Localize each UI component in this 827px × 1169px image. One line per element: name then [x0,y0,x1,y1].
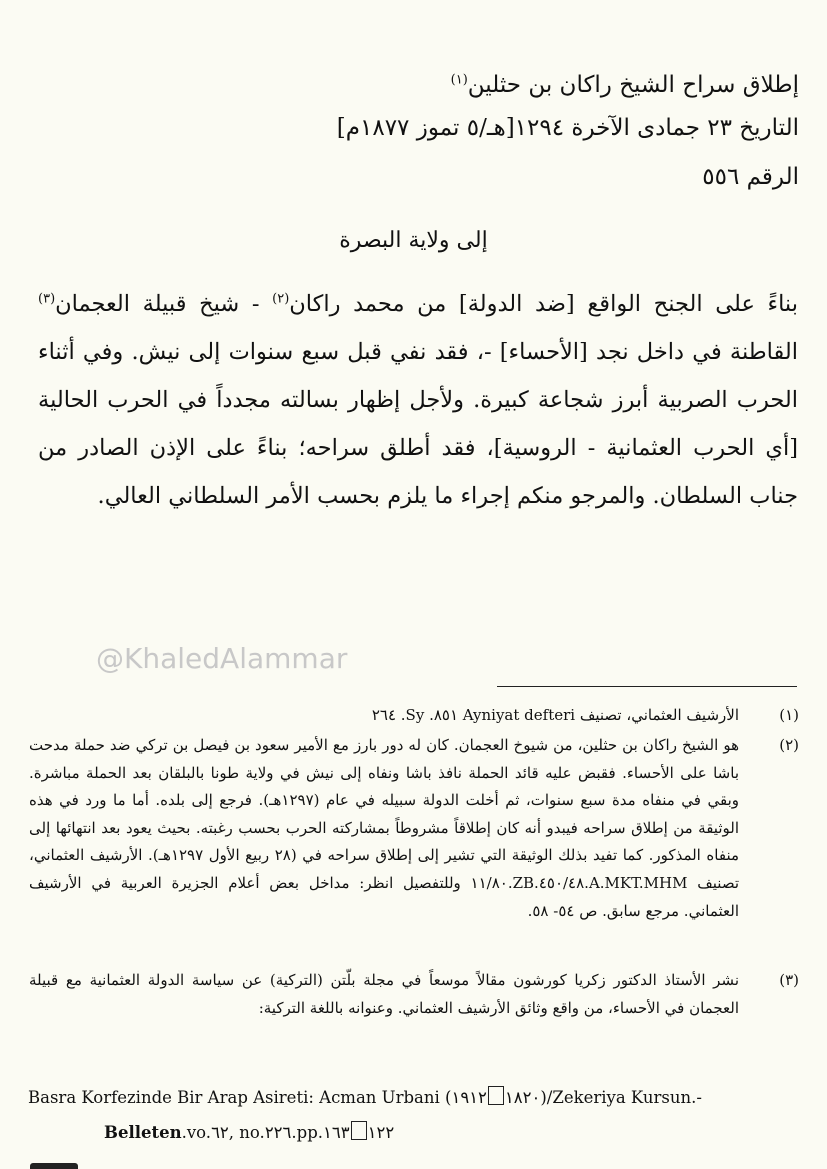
body-part-2: - شيخ قبيلة العجمان [55,291,273,317]
document-number: الرقم ٥٥٦ [702,164,799,190]
footnote-2 [29,732,799,925]
body-part-1: بناءً على الجنح الواقع [ضد الدولة] من محمد راكان [289,291,798,317]
footnote-number: (١) [779,706,799,724]
document-title [451,72,799,98]
footnote-1 [29,702,799,730]
reference-line-1 [28,1086,702,1107]
footnote-3 [29,967,799,1022]
reference-volume: .vo.٦٢, no.٢٢٦.pp.١٢٢ [181,1123,395,1142]
missing-glyph-box [351,1121,367,1140]
footnote-number: (٢) [779,736,799,754]
footnote-number: (٣) [779,971,799,989]
journal-name: Belleten [104,1123,182,1142]
footnote-ref-2[interactable]: (٢) [272,291,290,307]
footnote-text: الأرشيف العثماني، تصنيف Ayniyat defteri ٨٥١. Sy. ٢٦٤ [371,706,739,724]
footnote-ref-1[interactable]: (١) [450,72,468,88]
addressee: إلى ولاية البصرة [339,228,488,253]
footnote-ref-3[interactable]: (٣) [38,291,56,307]
body-part-3: القاطنة في داخل نجد [الأحساء] -، فقد نفي قبل سبع سنوات إلى نيش. وفي أثناء الحرب الصربية أبرز شجاعة كبيرة. ولأجل إظهار بسالته مجدداً في الحرب الحالية [أي الحرب العثمانية - الروسية]، فقد أطلق سراحه؛ بناءً على الإذن الصادر من جناب السلطان. والمرجو منكم إجراء ما يلزم بحسب الأمر السلطاني العالي. [38,339,798,509]
title-text: إطلاق سراح الشيخ راكان بن حثلين [467,72,799,98]
reference-text-b: ١٩١٢)/Zekeriya Kursun.- [451,1088,702,1107]
reference-text-a: Basra Korfezinde Bir Arap Asireti: Acman Urbani (١٨٢٠ [28,1088,541,1107]
footnote-text: هو الشيخ راكان بن حثلين، من شيوخ العجمان. كان له دور بارز مع الأمير سعود بن فيصل بن تركي ضد حملة مدحت باشا على الأحساء. فقبض عليه قائد الحملة نافذ باشا ونفاه إلى نيش في ولاية طونا بالبلقان بعد الحملة مباشرة. وبقي في منفاه مدة سبع سنوات، ثم أخلت الدولة سبيله في عام (١٢٩٧هـ). فرجع إلى بلده. أما ما ورد في هذه الوثيقة من إطلاق سراحه فيبدو أنه كان إطلاقاً مشروطاً بمشاركته الحرب بحسب رغبته. بحيث يعود بعد انتهائها إلى منفاه المذكور. كما تفيد بذلك الوثيقة التي تشير إلى إطلاق سراحه في (٢٨ ربيع الأول ١٢٩٧هـ). الأرشيف العثماني، تصنيف A.MKT.MHM.٤٥٠/٤٨.ZB.١١/٨٠ وللتفصيل انظر: مداخل بعض أعلام الجزيرة العربية في الأرشيف العثماني. مرجع سابق. ص ٥٤- ٥٨. [29,736,740,920]
footnote-divider [497,686,797,687]
missing-glyph-box [488,1086,504,1105]
document-date: التاريخ ٢٣ جمادى الآخرة ١٢٩٤[هـ/٥ تموز ١٨٧٧م] [336,115,799,141]
watermark: @KhaledAlammar [96,642,348,675]
reference-line-2 [104,1121,394,1142]
page-edge-mark [30,1163,78,1169]
body-paragraph [38,280,798,520]
footnote-text: نشر الأستاذ الدكتور زكريا كورشون مقالاً موسعاً في مجلة بلّتن (التركية) عن سياسة الدولة العثمانية مع قبيلة العجمان في الأحساء، من واقع وثائق الأرشيف العثماني. وعنوانه باللغة التركية: [29,971,739,1017]
reference-pages: ١٦٣ [323,1123,350,1142]
